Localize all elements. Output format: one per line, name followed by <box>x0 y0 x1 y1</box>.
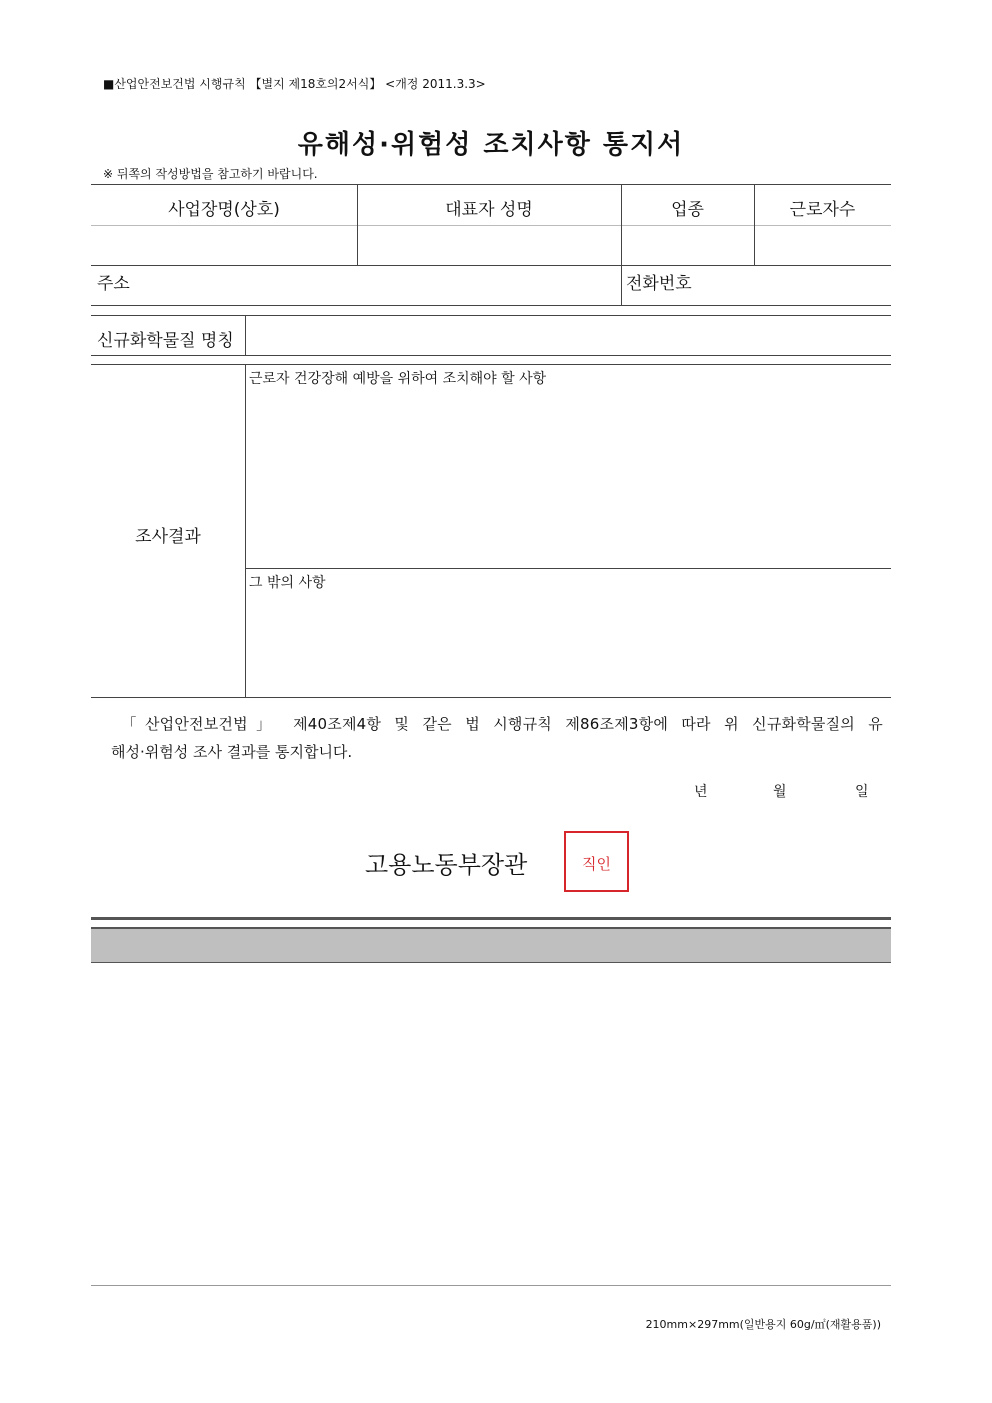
other-matters-label: 그 밖의 사항 <box>249 575 326 591</box>
header-workers: 근로자수 <box>789 200 856 220</box>
measures-label: 근로자 건강장해 예방을 위하여 조치해야 할 사항 <box>249 371 547 387</box>
table-line <box>91 305 891 306</box>
table-line <box>91 355 891 356</box>
date-day: 일 <box>855 784 869 800</box>
issuer-name: 고용노동부장관 <box>365 851 528 879</box>
gray-band <box>91 927 891 963</box>
paper-spec: 210mm×297mm(일반용지 60g/㎡(재활용품)) <box>645 1318 881 1331</box>
official-seal <box>564 831 629 892</box>
table-divider <box>245 364 246 697</box>
instruction-note: ※ 뒤쪽의 작성방법을 참고하기 바랍니다. <box>103 167 318 181</box>
table-line <box>91 364 891 365</box>
header-representative: 대표자 성명 <box>445 200 533 220</box>
header-business-name: 사업장명(상호) <box>168 200 280 220</box>
band-top-line <box>91 917 891 920</box>
business-name-field[interactable] <box>92 227 356 264</box>
measures-field[interactable] <box>247 392 890 566</box>
statement-text-1: 「산업안전보건법」 제40조제4항 및 같은 법 시행규칙 제86조제3항에 따라 위 신규화학물질의 유 <box>113 715 883 733</box>
other-matters-field[interactable] <box>247 596 890 695</box>
table-line <box>91 225 891 226</box>
date-year: 년 <box>694 784 708 800</box>
table-divider <box>245 315 246 355</box>
phone-label: 전화번호 <box>626 274 692 294</box>
table-line <box>91 265 891 266</box>
law-reference: ■산업안전보건법 시행규칙 【별지 제18호의2서식】 <개정 2011.3.3> <box>103 77 486 91</box>
chemical-name-field[interactable] <box>247 317 890 354</box>
table-line <box>91 315 891 316</box>
page-title: 유해성·위험성 조치사항 통지서 <box>297 130 685 160</box>
seal-text: 직인 <box>582 855 611 873</box>
table-line <box>91 184 891 185</box>
footer-line <box>91 1285 891 1286</box>
header-industry: 업종 <box>671 200 704 220</box>
workers-field[interactable] <box>755 227 890 264</box>
date-month: 월 <box>773 784 787 800</box>
chemical-name-label: 신규화학물질 명칭 <box>97 331 234 351</box>
statement-line-2: 해성·위험성 조사 결과를 통지합니다. <box>111 743 353 761</box>
statement-line-1 <box>91 713 883 734</box>
industry-field[interactable] <box>622 227 753 264</box>
survey-result-label: 조사결과 <box>135 527 201 547</box>
representative-field[interactable] <box>358 227 620 264</box>
table-line <box>245 568 891 569</box>
address-label: 주소 <box>97 274 130 294</box>
table-line <box>91 697 891 698</box>
